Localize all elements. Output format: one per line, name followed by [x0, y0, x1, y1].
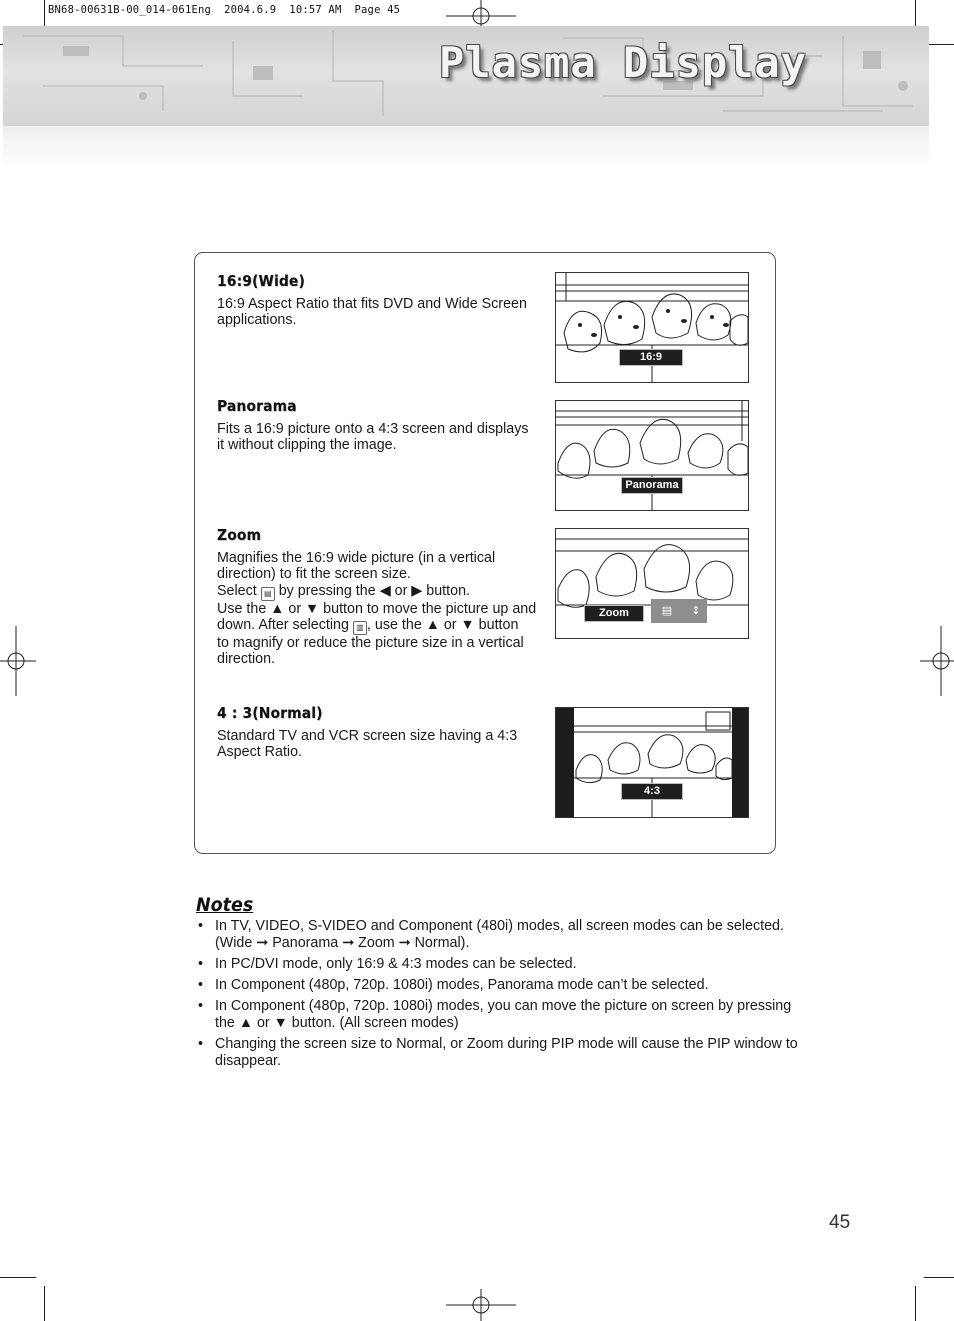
notes-heading: Notes	[196, 894, 254, 916]
section-description: Standard TV and VCR screen size having a 4:3 Aspect Ratio.	[217, 728, 518, 761]
list-item: • In Component (480p, 720p. 1080i) modes, you can move the picture on screen by pressing the ▲ or ▼ button. (All screen modes)	[198, 998, 792, 1031]
size-icon: ▥	[353, 621, 367, 635]
crop-mark	[0, 1277, 36, 1278]
normal-screen-illustration	[555, 707, 749, 818]
list-item: • In Component (480p, 720p. 1080i) modes, Panorama mode can’t be selected.	[198, 977, 709, 993]
section-description: Magnifies the 16:9 wide picture (in a vertical direction) to fit the screen size. Select ▤ by pressing the ◀ or ▶ button. Use the ▲ or ▼ button to move the picture up and down. After selecting ▥ , use the ▲ or ▼ button to magnify or reduce the picture size in a vertical direction.	[217, 550, 537, 668]
list-item: • In TV, VIDEO, S-VIDEO and Component (480i) modes, all screen modes can be selected. (Wide ➞ Panorama ➞ Zoom ➞ Normal).	[198, 918, 784, 951]
crop-mark	[44, 1286, 45, 1321]
list-item: • In PC/DVI mode, only 16:9 & 4:3 modes can be selected.	[198, 956, 577, 972]
wide-screen-illustration	[555, 272, 749, 383]
section-normal	[217, 704, 542, 761]
size-icon[interactable]: ↕	[691, 604, 701, 617]
zoom-adjust-controls	[651, 599, 707, 623]
section-title: Panorama	[217, 397, 297, 415]
registration-mark-icon	[0, 626, 36, 696]
section-description: 16:9 Aspect Ratio that fits DVD and Wide Screen applications.	[217, 296, 527, 329]
section-panorama	[217, 397, 542, 454]
section-title: Zoom	[217, 526, 262, 544]
puppies-image	[556, 708, 748, 817]
banner-fade	[3, 126, 929, 170]
section-wide	[217, 272, 542, 329]
mode-label-badge: 4:3	[621, 783, 683, 800]
print-slug: BN68-00631B-00_014-061Eng 2004.6.9 10:57 AM Page 45	[48, 4, 401, 16]
registration-mark-icon	[446, 1289, 516, 1321]
notes-list	[196, 918, 816, 1074]
mode-label-badge: Panorama	[621, 477, 683, 494]
mode-label-badge: Zoom	[584, 605, 644, 622]
position-icon[interactable]: ▤	[661, 604, 673, 617]
section-title: 16:9(Wide)	[217, 272, 305, 290]
panorama-screen-illustration	[555, 400, 749, 511]
position-icon: ▤	[261, 587, 275, 601]
mode-label-badge: 16:9	[619, 349, 683, 366]
registration-mark-icon	[920, 626, 954, 696]
section-zoom	[217, 526, 542, 667]
section-description: Fits a 16:9 picture onto a 4:3 screen and displays it without clipping the image.	[217, 421, 529, 454]
crop-mark	[915, 1286, 916, 1321]
list-item: • Changing the screen size to Normal, or Zoom during PIP mode will cause the PIP window to disappear.	[198, 1036, 798, 1069]
crop-mark	[924, 1277, 954, 1278]
page-number: 45	[829, 1212, 851, 1233]
section-title: 4 : 3(Normal)	[217, 704, 323, 722]
header-banner	[3, 26, 929, 126]
page-title: Plasma Display	[439, 38, 808, 87]
